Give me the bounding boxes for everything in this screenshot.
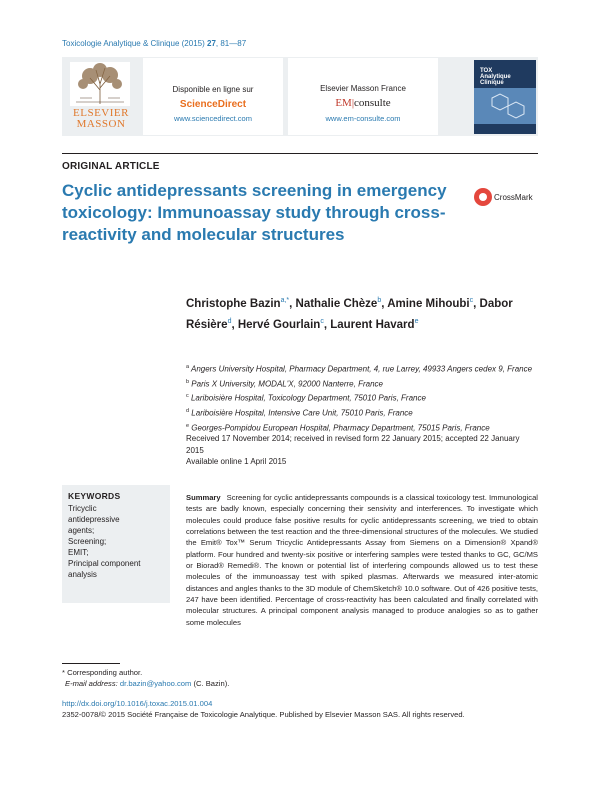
article-title: Cyclic antidepressants screening in emergency toxicology: Immunoassay study through cross-reactivity and molecular structures [62,181,447,244]
emconsulte-em: EM [335,97,352,109]
article-type: ORIGINAL ARTICLE [62,161,160,172]
crossmark-icon [474,188,492,206]
footnotes [62,668,229,689]
abstract-summary [186,492,538,628]
journal-reference [62,39,246,48]
footnote-rule [62,663,120,664]
author-name[interactable]: Amine Mihoubi [387,297,470,310]
keywords-title: KEYWORDS [68,491,121,501]
copyright-line: 2352-0078/© 2015 Société Française de Toxicologie Analytique. Published by Elsevier Masson SAS. All rights reserved. [62,710,465,719]
summary-text: Screening for cyclic antidepressants compounds is a classical toxicology test. Immunological tests are badly known, especially concerning their sensivity and interferences. To investigate which molecules could produce false positive results for cyclic antidepressants screening, we tried to obtain correlations between the test reaction and the three-dimensional structures of the molecules. We studied the Emit® Tox™ Serum Tricyclic Antidepressants Assay from Siemens on a Dimension® Xpand® platform. Four hundred and twenty-six positive or interfering samples were tested thanks to GC, GC/MS or Biorad® Remedi®. The known or potential list of interfering compounds allowed us to test these molecules of the immunoassay test with spiked plasmas. Afterwards we measured inter-atomic distances and angles thanks to the 3D module of ChemSketch® 10.0 software. Out of 426 positive tests, 247 have been identified. Percentage of cross-reactivity has been calculated and finally correlated with molecular structures. A principal component analysis managed to produce analogies so as to gather some molecules [186,493,538,627]
available-online-label: Disponible en ligne sur [172,85,254,94]
journal-name: Toxicologie Analytique & Clinique (2015) [62,39,205,48]
affiliation-text: Paris X University, MODAL'X, 92000 Nanterre, France [191,379,383,389]
author-affil-sup: a,* [280,297,290,304]
elsevier-word: ELSEVIER [73,107,129,119]
affiliation [186,405,538,420]
elsevier-tree-icon [70,62,130,106]
crossmark-label: CrossMark [494,193,533,202]
keyword-item: EMIT; [68,548,89,557]
sciencedirect-link[interactable]: www.sciencedirect.com [174,114,252,123]
email-note [62,679,229,690]
sciencedirect-logo[interactable]: ScienceDirect [179,99,247,110]
affiliation-list [186,361,538,434]
journal-cover [474,60,536,134]
cover-title-line: TOX [480,68,493,74]
keyword-item: Tricyclic [68,504,97,513]
corresponding-author-note [62,668,229,679]
affiliation-text: Angers University Hospital, Pharmacy Department, 4, rue Larrey, 49933 Angers cedex 9, France [191,364,533,374]
author-list: Christophe Bazin$^{a,*}$, Nathalie Chèze$^b$, Amine Mihoubi$^c$, Dabor Résière$^d$, Hervé Gourlain$^c$, Laurent Havard$^e$ [186,297,513,331]
affiliation [186,376,538,391]
author-name[interactable]: Laurent Havard [330,318,415,331]
keyword-item: analysis [68,570,97,579]
author-affil-sup: c [320,317,324,325]
author-name[interactable]: Hervé Gourlain [237,318,321,331]
author-name[interactable]: Dabor Résière [186,297,513,331]
footnote-mark: * [62,668,65,677]
header-rule [62,153,538,154]
journal-volume: 27 [207,39,216,48]
keywords-box [62,485,170,603]
keywords-list [68,503,140,580]
elsevier-logo [64,58,138,135]
emconsulte-link[interactable]: www.em-consulte.com [325,114,401,123]
author-affil-sup: e [414,317,419,325]
affiliation-text: Georges-Pompidou European Hospital, Pharmacy Department, 75015 Paris, France [191,423,490,433]
keyword-item: agents; [68,526,95,535]
affiliation-text: Lariboisière Hospital, Toxicology Department, 75010 Paris, France [190,393,426,403]
affiliation-text: Lariboisière Hospital, Intensive Care Unit, 75010 Paris, France [191,408,413,418]
cover-title-line: Analytique [480,74,511,80]
doi-link[interactable]: http://dx.doi.org/10.1016/j.toxac.2015.01.004 [62,699,213,708]
keyword-item: antidepressive [68,515,120,524]
affiliation [186,361,538,376]
author-affil-sup: b [377,297,382,304]
available-online-date: Available online 1 April 2015 [186,457,287,466]
cover-title [480,68,511,86]
keyword-item: Screening; [68,537,107,546]
emconsulte-rest: consulte [354,97,391,109]
author-affil-sup: c [469,297,474,304]
sciencedirect-block [143,58,283,135]
affiliation-sup: a [186,364,190,370]
received-dates: Received 17 November 2014; received in revised form 22 January 2015; accepted 22 January 2015 [186,434,520,455]
affiliation-sup: e [186,422,190,429]
publisher-name: Elsevier Masson France [320,84,406,93]
email-owner: (C. Bazin). [193,678,230,688]
author-name[interactable]: Nathalie Chèze [295,297,378,310]
email-link[interactable]: dr.bazin@yahoo.com [119,678,192,688]
emconsulte-block [288,58,438,135]
cover-title-line: Clinique [480,80,504,86]
affiliation-sup: d [186,407,190,414]
email-label: E-mail address: [65,678,118,688]
corresponding-text: Corresponding author. [67,668,143,677]
affiliation-sup: c [186,393,189,400]
keyword-item: Principal component [68,559,141,568]
elsevier-wordmark [68,108,134,130]
affiliation [186,390,538,405]
cover-molecule-icon [482,92,526,120]
emconsulte-logo[interactable]: EM|consulte [335,97,391,109]
article-history [186,433,538,468]
summary-label: Summary [186,493,221,502]
affiliation-sup: b [186,378,190,385]
author-affil-sup: d [227,317,232,325]
journal-pages: , 81—87 [215,39,247,48]
author-name[interactable]: Christophe Bazin [186,297,281,310]
masson-word: MASSON [76,118,126,130]
crossmark-badge[interactable] [474,188,544,216]
